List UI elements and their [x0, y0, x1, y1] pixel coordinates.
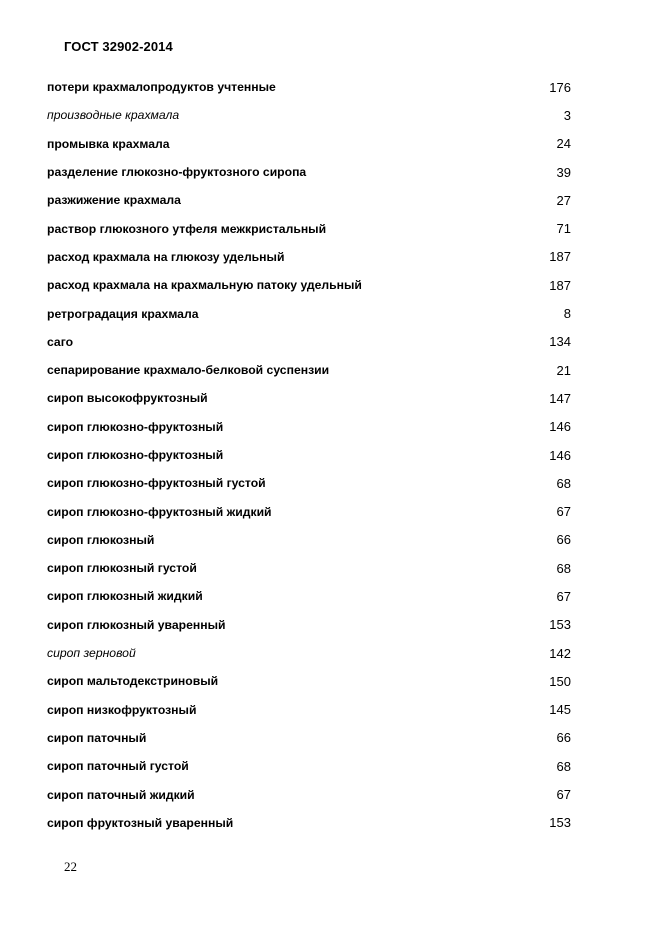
index-entry [47, 809, 571, 837]
index-term: ретроградация крахмала [47, 306, 199, 321]
index-entry [47, 73, 571, 101]
index-term: сироп мальтодекстриновый [47, 674, 219, 689]
index-page-reference: 187 [549, 277, 571, 293]
index-term: сироп фруктозный уваренный [47, 815, 234, 830]
index-term: разделение глюкозно-фруктозного сиропа [47, 165, 307, 180]
index-page-reference: 176 [549, 79, 571, 95]
index-entry [47, 356, 571, 384]
index-term: сироп высокофруктозный [47, 391, 208, 406]
index-page-reference: 24 [556, 136, 571, 152]
index-page-reference: 153 [549, 815, 571, 831]
index-entry [47, 526, 571, 554]
index-term: разжижение крахмала [47, 193, 181, 208]
index-term: сироп глюкозный [47, 532, 155, 547]
index-entry [47, 384, 571, 412]
index-term: сироп глюкозно-фруктозный [47, 448, 224, 462]
index-page-reference: 66 [556, 730, 571, 746]
index-term: промывка крахмала [47, 136, 170, 151]
index-page-reference: 27 [556, 192, 571, 208]
index-term: сироп глюкозно-фруктозный густой [47, 476, 266, 491]
index-entry [47, 441, 571, 469]
index-page-reference: 145 [549, 702, 571, 718]
document-header: ГОСТ 32902-2014 [64, 39, 173, 54]
index-entry [47, 186, 571, 214]
index-entry [47, 130, 571, 158]
index-page-reference: 150 [549, 673, 571, 689]
index-entry [47, 158, 571, 186]
index-entry [47, 101, 571, 129]
index-term: сироп низкофруктозный [47, 702, 197, 717]
index-term: сироп глюкозно-фруктозный [47, 419, 224, 434]
index-page-reference: 67 [556, 787, 571, 803]
index-page-reference: 134 [549, 334, 571, 350]
index-term: сепарирование крахмало-белковой суспензии [47, 363, 330, 378]
index-entry [47, 328, 571, 356]
index-term: потери крахмалопродуктов учтенные [47, 80, 276, 95]
index-entry [47, 299, 571, 327]
index-entry [47, 667, 571, 695]
index-entry [47, 752, 571, 780]
index-entry [47, 780, 571, 808]
index-page-reference: 142 [549, 645, 571, 661]
index-page-reference: 3 [563, 107, 571, 123]
index-term: сироп глюкозно-фруктозный жидкий [47, 504, 272, 519]
index-entry [47, 611, 571, 639]
index-term: сироп зерновой [47, 646, 136, 661]
alphabetical-index-list [47, 73, 571, 837]
index-term: саго [47, 334, 74, 349]
index-page-reference: 21 [556, 362, 571, 378]
index-entry [47, 243, 571, 271]
index-term: сироп паточный густой [47, 759, 189, 774]
page-number: 22 [64, 859, 77, 874]
index-entry [47, 469, 571, 497]
index-term: сироп паточный жидкий [47, 787, 195, 802]
index-entry [47, 582, 571, 610]
index-page-reference: 68 [556, 475, 571, 491]
index-term: расход крахмала на крахмальную патоку удельный [47, 278, 362, 293]
index-page-reference: 67 [556, 588, 571, 604]
index-page-reference: 71 [556, 221, 571, 237]
index-term: расход крахмала на глюкозу удельный [47, 249, 285, 264]
index-page-reference: 8 [563, 306, 571, 322]
index-term: производные крахмала [47, 108, 180, 123]
index-page-reference: 146 [549, 447, 571, 463]
index-entry [47, 639, 571, 667]
index-entry [47, 724, 571, 752]
index-entry [47, 214, 571, 242]
index-term: раствор глюкозного утфеля межкристальный [47, 221, 327, 236]
index-entry [47, 271, 571, 299]
index-entry [47, 413, 571, 441]
index-page-reference: 39 [556, 164, 571, 180]
index-term: сироп паточный [47, 730, 147, 745]
index-entry [47, 554, 571, 582]
index-page-reference: 153 [549, 617, 571, 633]
index-page-reference: 67 [556, 504, 571, 520]
index-page-reference: 68 [556, 560, 571, 576]
index-page-reference: 146 [549, 419, 571, 435]
index-page-reference: 68 [556, 758, 571, 774]
index-term: сироп глюкозный жидкий [47, 589, 203, 604]
index-page-reference: 187 [549, 249, 571, 265]
index-term: сироп глюкозный уваренный [47, 617, 226, 632]
index-entry [47, 696, 571, 724]
index-entry [47, 497, 571, 525]
index-term: сироп глюкозный густой [47, 561, 197, 576]
index-page-reference: 66 [556, 532, 571, 548]
index-page-reference: 147 [549, 390, 571, 406]
